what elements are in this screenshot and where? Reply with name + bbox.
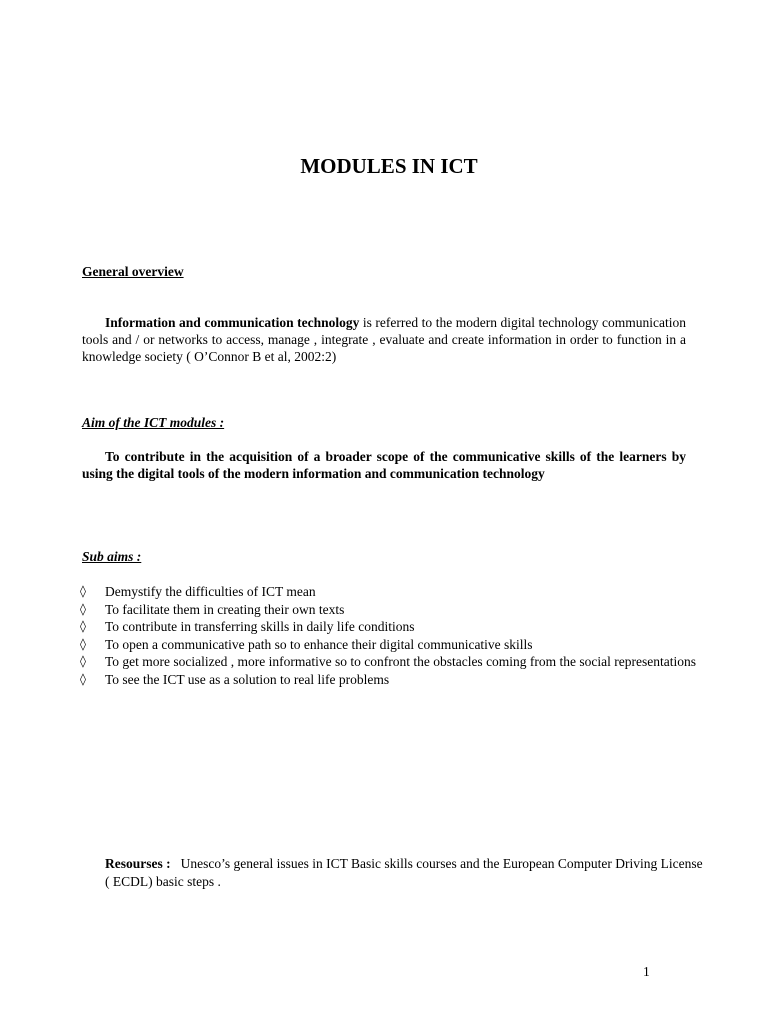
list-item: [80, 671, 700, 689]
resources-paragraph: [105, 855, 705, 891]
list-item: [80, 636, 700, 654]
diamond-bullet-icon: ◊: [80, 601, 86, 616]
list-item: [80, 618, 700, 636]
list-item-text: To open a communicative path so to enhance their digital communicative skills: [105, 636, 533, 652]
ict-definition-text: is referred to the modern digital technology communication tools and / or networks to access, manage , integrate , evaluate and create information in order to function in a knowledge society ( O’Connor B et al, 2002:2): [82, 315, 687, 364]
list-item-text: To get more socialized , more informative so to confront the obstacles coming from the social representations: [105, 654, 697, 669]
page-title: MODULES IN ICT: [300, 154, 478, 178]
diamond-bullet-icon: ◊: [80, 584, 86, 598]
general-overview-heading: General overview: [82, 264, 184, 279]
diamond-bullet-icon: ◊: [80, 654, 86, 668]
list-item-text: To contribute in transferring skills in daily life conditions: [105, 619, 415, 634]
list-item-text: Demystify the difficulties of ICT mean: [105, 584, 316, 599]
list-item-text: To facilitate them in creating their own texts: [105, 601, 345, 617]
resources-text: Unesco’s general issues in ICT Basic skills courses and the European Computer Driving License ( ECDL) basic steps .: [105, 856, 703, 889]
list-item: [80, 583, 700, 601]
list-item: [80, 601, 700, 619]
list-item-text: To see the ICT use as a solution to real life problems: [105, 671, 390, 687]
general-overview-paragraph: [82, 314, 686, 365]
sub-aims-list: [80, 583, 700, 688]
aim-heading: Aim of the ICT modules :: [82, 415, 225, 430]
list-item: [80, 653, 700, 671]
diamond-bullet-icon: ◊: [80, 619, 86, 633]
diamond-bullet-icon: ◊: [80, 671, 86, 686]
page-number: 1: [643, 964, 650, 979]
resources-label: Resourses :: [105, 856, 171, 871]
aim-paragraph: To contribute in the acquisition of a broader scope of the communicative skills of the learners by using the digital tools of the modern information and communication technology: [82, 449, 686, 481]
ict-definition-term: Information and communication technology: [105, 315, 360, 330]
sub-aims-heading: Sub aims :: [82, 549, 142, 564]
diamond-bullet-icon: ◊: [80, 636, 86, 651]
